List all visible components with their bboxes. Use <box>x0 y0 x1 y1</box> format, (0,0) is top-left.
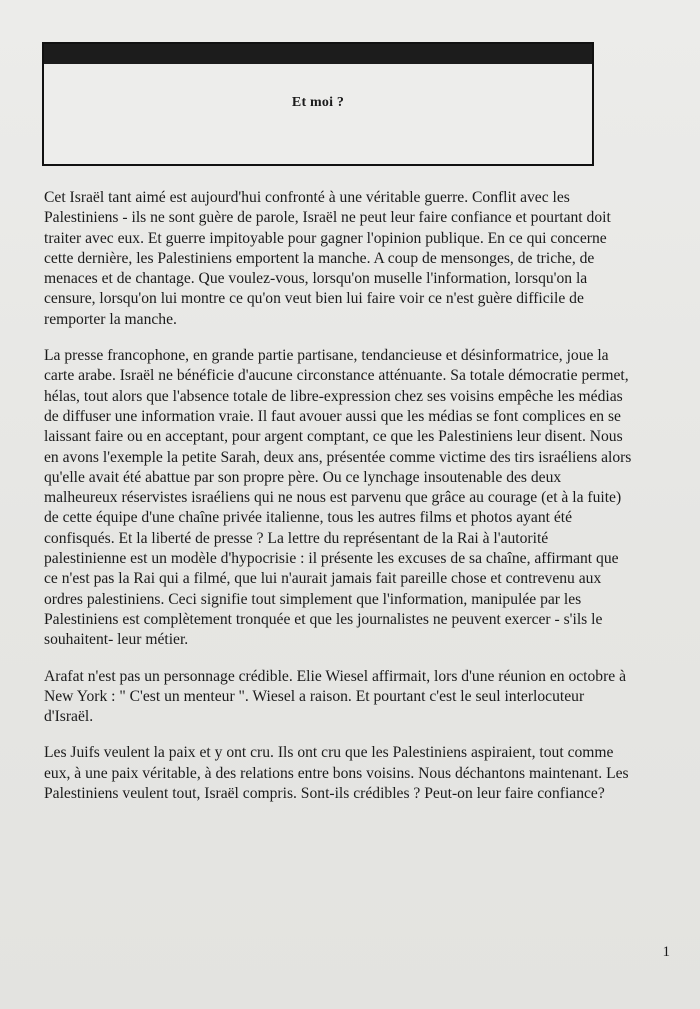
article-body <box>44 188 634 820</box>
paragraph-4: Les Juifs veulent la paix et y ont cru. Ils ont cru que les Palestiniens aspiraient, tout comme eux, à une paix véritable, à des relations entre bons voisins. Nous déchantons maintenant. Les Palestiniens veulent tout, Israël compris. Sont-ils crédibles ? Peut-on leur faire confiance? <box>44 744 629 803</box>
paragraph-2: La presse francophone, en grande partie partisane, tendancieuse et désinformatrice, joue la carte arabe. Israël ne bénéficie d'aucune circonstance atténuante. Sa totale démocratie permet, hélas, tout alors que l'absence totale de libre-expression chez ses voisins empêche les médias de diffuser une information vraie. Il faut avouer aussi que les médias se font complices en se laissant faire ou en acceptant, pour argent comptant, ce que les Palestiniens leur disent. Nous en avons l'exemple la petite Sarah, deux ans, présentée comme victime des tirs israéliens alors qu'elle avait été abattue par son propre père. Ou ce lynchage insoutenable des deux malheureux réservistes israéliens qui ne nous est parvenu que grâce au courage (et à la fuite) de cette équipe d'une chaîne privée italienne, tous les autres films et photos ayant été confisqués. Et la liberté de presse ? La lettre du représentant de la Rai à l'autorité palestinienne est un modèle d'hypocrisie : il présente les excuses de sa chaîne, affirmant que ce n'est pas la Rai qui a filmé, que lui n'aurait jamais fait pareille chose et contrevenu aux ordres palestiniens. Ceci signifie tout simplement que l'information, manipulée par les Palestiniens est complètement tronquée et que les journalistes ne peuvent exercer - s'ils le souhaitent- leur métier. <box>44 347 632 649</box>
paragraph-1: Cet Israël tant aimé est aujourd'hui confronté à une véritable guerre. Conflit avec les Palestiniens - ils ne sont guère de parole, Israël ne peut leur faire confiance et pourtant doit traiter avec eux. Et guerre impitoyable pour gagner l'opinion publique. En ce qui concerne cette dernière, les Palestiniens emportent la manche. A coup de mensonges, de triche, de menaces et de chantage. Que voulez-vous, lorsqu'on muselle l'information, lorsqu'on la censure, lorsqu'on lui montre ce qu'on veut bien lui faire voir ce n'est guère difficile de remporter la manche. <box>44 189 611 328</box>
paragraph-3: Arafat n'est pas un personnage crédible. Elie Wiesel affirmait, lors d'une réunion en octobre à New York : " C'est un menteur ". Wiesel a raison. Et pourtant c'est le seul interlocuteur d'Israël. <box>44 667 627 726</box>
page-number: 1 <box>662 944 670 960</box>
title-bar <box>44 44 592 64</box>
page-title: Et moi ? <box>291 95 345 110</box>
title-box <box>42 42 594 166</box>
